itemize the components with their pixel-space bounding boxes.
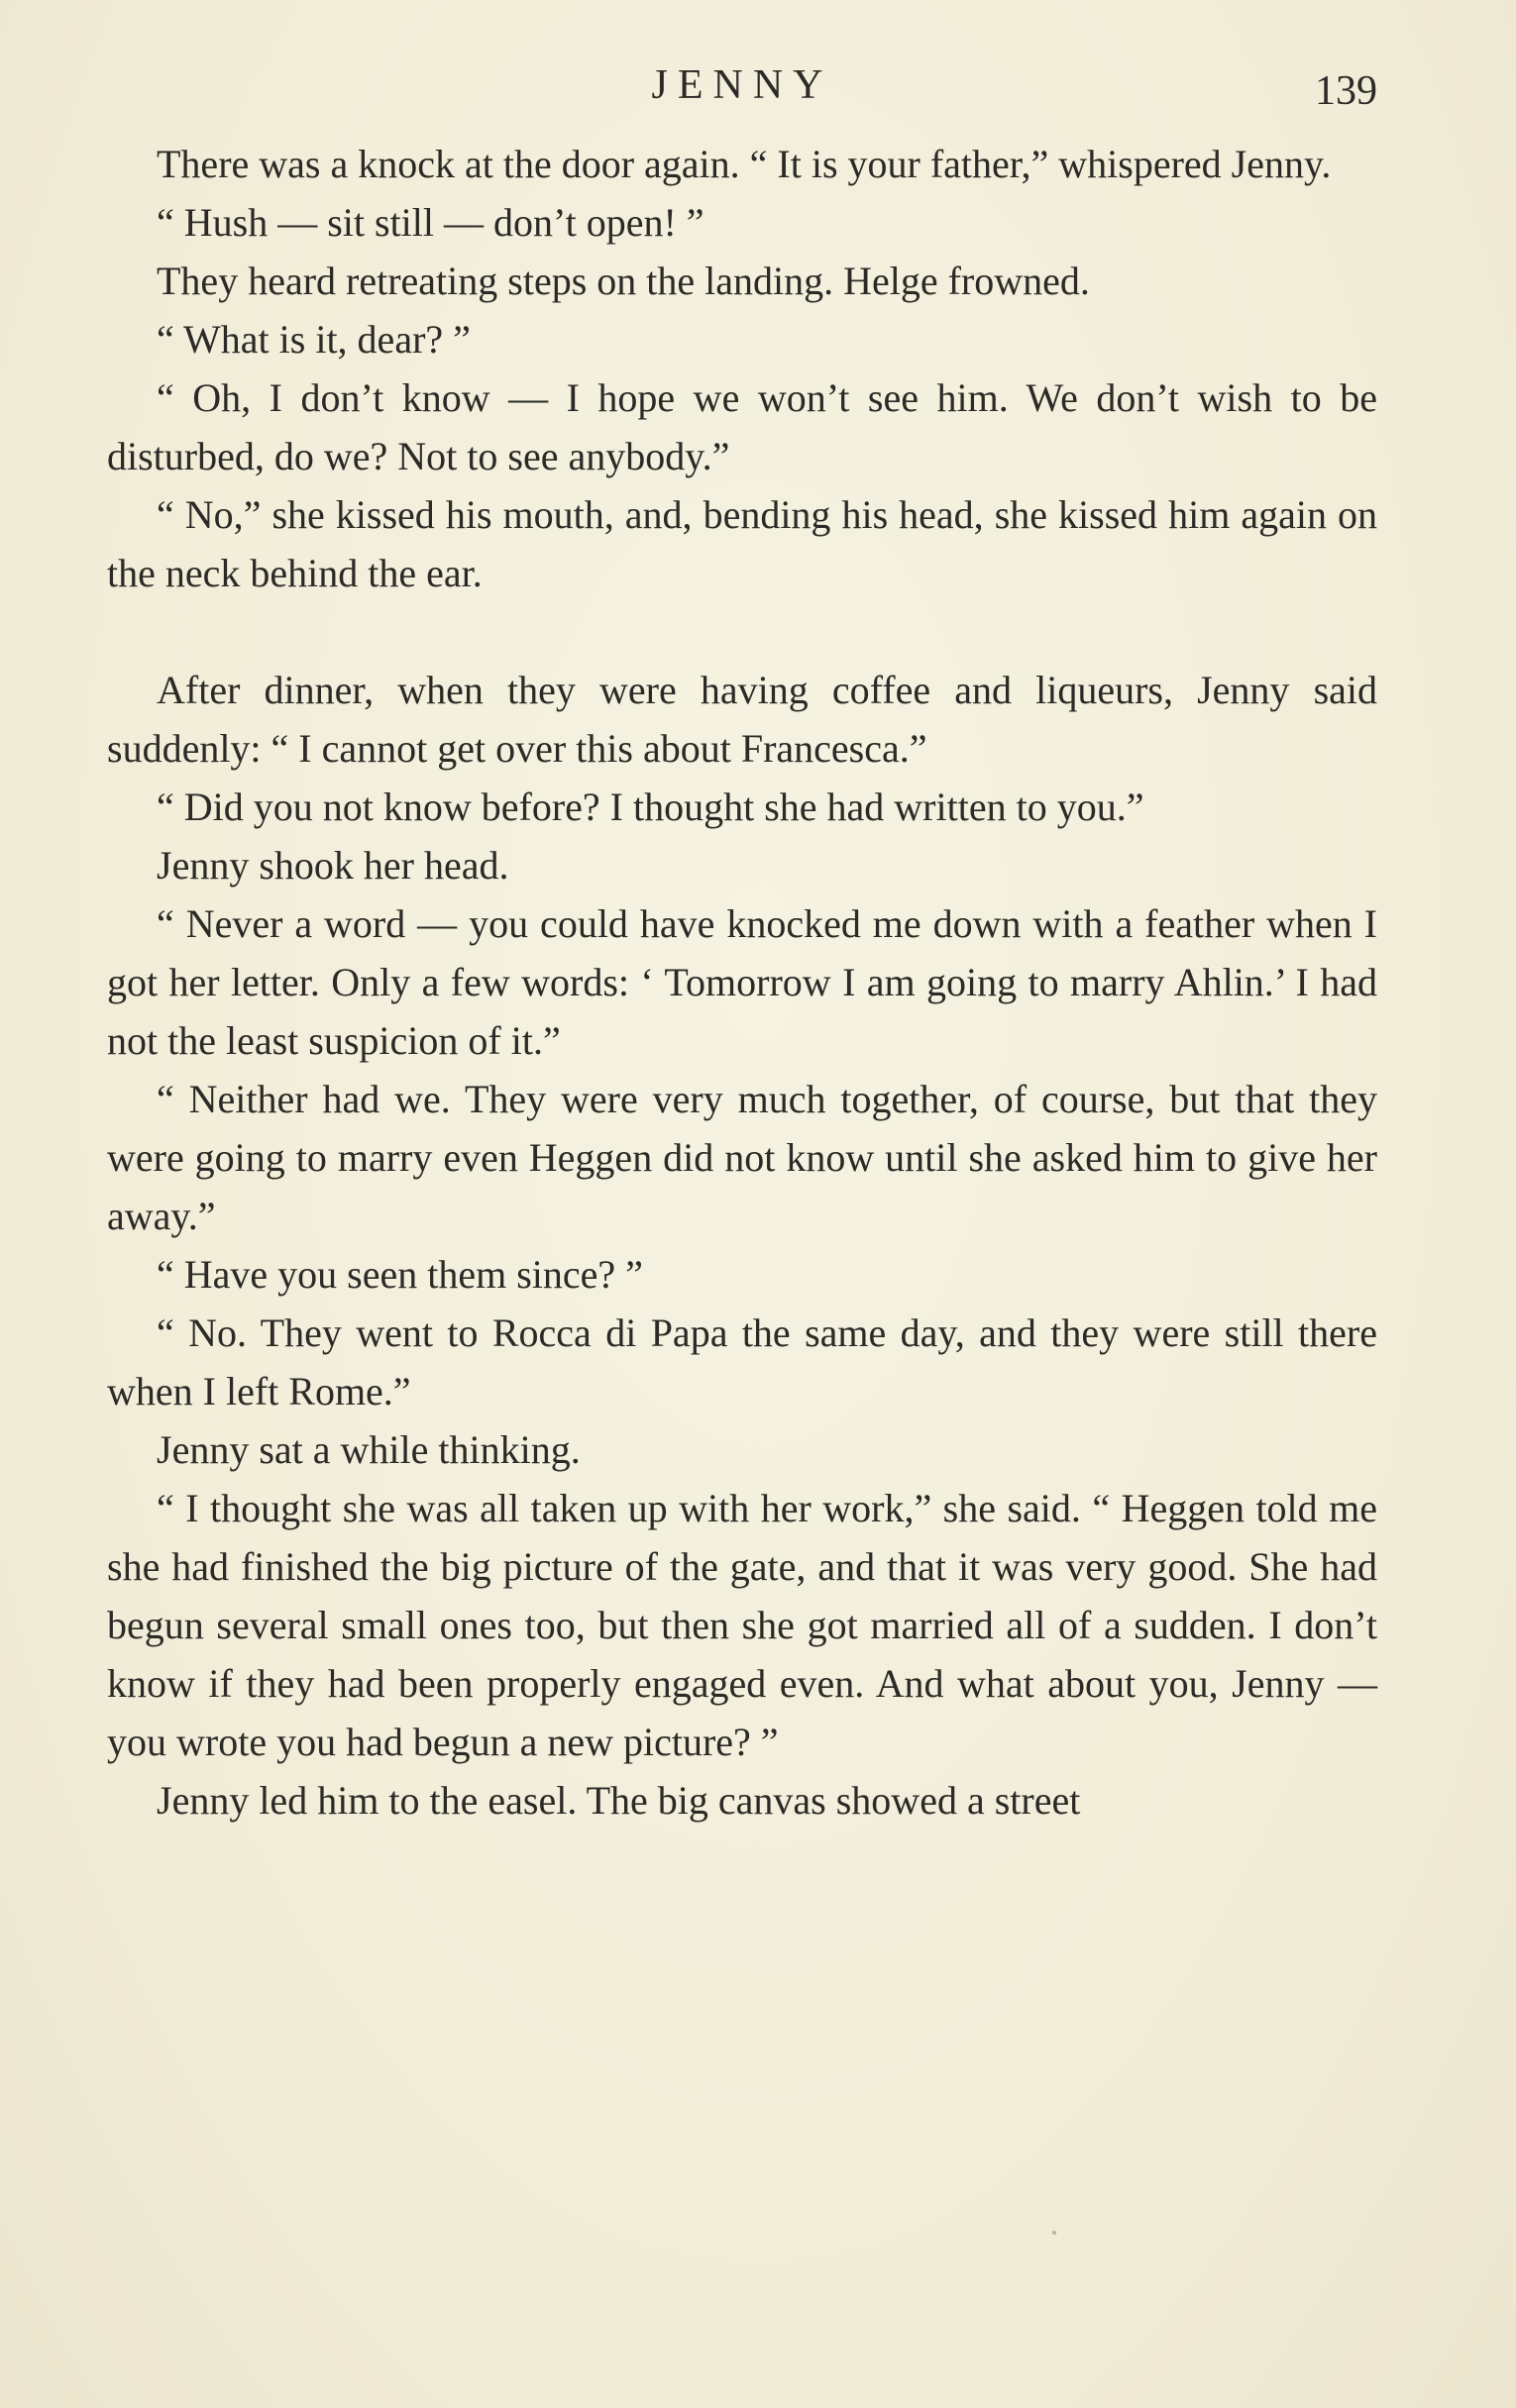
paragraph: “ No. They went to Rocca di Papa the same day, and they were still there when I left Rome.”	[107, 1310, 1377, 1413]
paragraph: Jenny led him to the easel. The big canvas showed a street	[157, 1778, 1081, 1823]
paragraph: They heard retreating steps on the landing. Helge frowned.	[157, 259, 1090, 303]
paragraph: After dinner, when they were having coffee and liqueurs, Jenny said suddenly: “ I cannot get over this about Francesca.”	[107, 668, 1377, 771]
paragraph: “ What is it, dear? ”	[157, 317, 471, 362]
paragraph: “ I thought she was all taken up with her work,” she said. “ Heggen told me she had finished the big picture of the gate, and that it was very good. She had begun several small ones too, but then she got married all of a sudden. I don’t know if they had been properly engaged even. And what about you, Jenny — you wrote you had begun a new picture? ”	[107, 1486, 1377, 1764]
page-header	[107, 57, 1377, 117]
running-title: JENNY	[651, 62, 833, 108]
paragraph: “ Neither had we. They were very much together, of course, but that they were going to marry even Heggen did not know until she asked him to give her away.”	[107, 1077, 1377, 1238]
body-text	[107, 135, 1377, 1830]
paragraph: “ Never a word — you could have knocked me down with a feather when I got her letter. Only a few words: ‘ Tomorrow I am going to marry Ahlin.’ I had not the least suspicion of it.”	[107, 901, 1377, 1063]
section-break	[107, 602, 1377, 661]
paragraph: “ Did you not know before? I thought she had written to you.”	[157, 785, 1144, 829]
paragraph: “ Hush — sit still — don’t open! ”	[157, 200, 704, 245]
paragraph: Jenny sat a while thinking.	[157, 1427, 581, 1472]
paragraph: There was a knock at the door again. “ It is your father,” whispered Jenny.	[157, 142, 1332, 186]
paragraph: “ Oh, I don’t know — I hope we won’t see him. We don’t wish to be disturbed, do we? Not to see anybody.”	[107, 375, 1377, 478]
paragraph: “ Have you seen them since? ”	[157, 1252, 643, 1297]
paper-speck	[1052, 2231, 1056, 2235]
paragraph: “ No,” she kissed his mouth, and, bending his head, she kissed him again on the neck behind the ear.	[107, 492, 1377, 595]
paragraph: Jenny shook her head.	[157, 843, 509, 888]
page-number: 139	[1315, 68, 1377, 114]
